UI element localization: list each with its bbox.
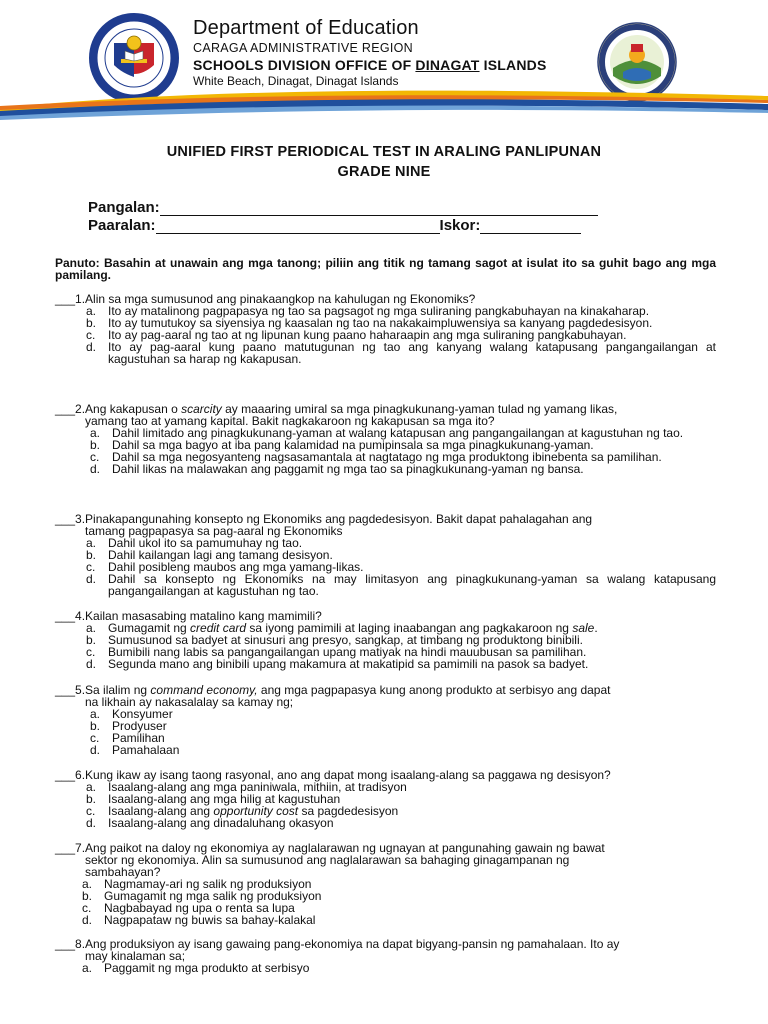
name-label: Pangalan:	[88, 199, 160, 216]
choice-b[interactable]: b. Sumusunod sa badyet at sinusuri ang presyo, sangkap, at timbang ng produktong binibili.	[86, 633, 583, 647]
department-name: Department of Education	[193, 17, 419, 39]
header-swoosh	[0, 86, 768, 122]
choice-list	[55, 537, 716, 597]
name-blank[interactable]	[160, 201, 598, 216]
question-stem-continued: may kinalaman sa;	[85, 949, 186, 963]
question-stem-continued: tamang pagpapasya sa pag-aaral ng Ekonomiks	[85, 524, 343, 538]
letterhead	[0, 0, 768, 120]
choice-d[interactable]: d. Dahil likas na malawakan ang paggamit ng mga tao sa pinagkukunang-yaman ng bansa.	[90, 462, 584, 476]
choice-c[interactable]: c. Pamilihan	[90, 731, 165, 745]
choice-a[interactable]: a. Dahil ukol ito sa pamumuhay ng tao.	[86, 536, 303, 550]
letterhead-text	[193, 17, 547, 88]
question-stem-continued: yamang tao at yamang kapital. Bakit nagkakaroon ng kakapusan sa mga ito?	[85, 414, 495, 428]
question-stem: ___5.Sa ilalim ng command economy, ang mga pagpapasya kung anong produkto at serbisyo ang dapat	[55, 683, 611, 697]
question-4	[55, 610, 716, 670]
school-label: Paaralan:	[88, 217, 156, 234]
choice-a[interactable]: a. Nagmamay-ari ng salik ng produksiyon	[82, 877, 312, 891]
name-field-row	[88, 199, 598, 216]
score-blank[interactable]	[480, 219, 581, 234]
choice-c[interactable]: c. Dahil posibleng maubos ang mga yamang-likas.	[86, 560, 364, 574]
question-6	[55, 769, 716, 829]
choice-d[interactable]: d. Dahil sa konsepto ng Ekonomiks na may limitasyon ang pinagkukunang-yaman sa walang katapusang pangangailangan at kagustuhan ng tao.	[86, 572, 716, 598]
choice-d[interactable]: d. Ito ay pag-aaral kung paano matutugunan ng tao ang kanyang walang katapusang pangangailangan at kagustuhan sa harap ng kakapusan.	[86, 340, 716, 366]
choice-list	[55, 622, 716, 670]
choice-b[interactable]: b. Dahil sa mga bagyo at iba pang kalamidad na pumipinsala sa mga pinagkukunang-yaman.	[90, 438, 594, 452]
choice-list	[55, 962, 716, 974]
question-stem: ___8.Ang produksiyon ay isang gawaing pang-ekonomiya na dapat bigyang-pansin ng pamahalaan. Ito ay	[55, 937, 620, 951]
choice-d[interactable]: d. Nagpapataw ng buwis sa bahay-kalakal	[82, 913, 316, 927]
question-7	[55, 842, 716, 926]
choice-c[interactable]: c. Isaalang-alang ang opportunity cost sa pagdedesisyon	[86, 804, 399, 818]
question-stem: ___7.Ang paikot na daloy ng ekonomiya ay naglalarawan ng ugnayan at pangunahing gawain ng bawat	[55, 841, 605, 855]
question-5	[55, 684, 716, 756]
test-title: UNIFIED FIRST PERIODICAL TEST IN ARALING PANLIPUNAN	[166, 144, 602, 160]
question-3	[55, 513, 716, 597]
choice-a[interactable]: a. Gumagamit ng credit card sa iyong pamimili at laging inaabangan ang pagkakaroon ng sale.	[86, 621, 598, 635]
choice-b[interactable]: b. Dahil kailangan lagi ang tamang desisyon.	[86, 548, 333, 562]
choice-list	[55, 878, 716, 926]
choice-c[interactable]: c. Ito ay pag-aaral ng tao at ng lipunan kung paano haharaapin ang mga suliraning pangkabuhayan.	[86, 328, 627, 342]
question-8	[55, 938, 716, 974]
choice-b[interactable]: b. Isaalang-alang ang mga hilig at kagustuhan	[86, 792, 341, 806]
choice-d[interactable]: d. Pamahalaan	[90, 743, 180, 757]
grade-level: GRADE NINE	[337, 164, 431, 180]
question-stem: ___3.Pinakapangunahing konsepto ng Ekonomiks ang pagdedesisyon. Bakit dapat pahalagahan ang	[55, 512, 593, 526]
question-stem: ___2.Ang kakapusan o scarcity ay maaaring umiral sa mga pinagkukunang-yaman tulad ng yamang likas,	[55, 402, 618, 416]
choice-a[interactable]: a. Ito ay matalinong pagpapasya ng tao sa pagsagot ng mga suliraning pangkabuhayan na kinakaharap.	[86, 304, 650, 318]
choice-list	[55, 427, 716, 475]
office-address: White Beach, Dinagat, Dinagat Islands	[193, 74, 399, 88]
choice-b[interactable]: b. Prodyuser	[90, 719, 167, 733]
question-stem-continued: sambahayan?	[85, 865, 161, 879]
question-stem: ___6.Kung ikaw ay isang taong rasyonal, ano ang dapat mong isaalang-alang sa paggawa ng desisyon?	[55, 768, 611, 782]
choice-c[interactable]: c. Nagbabayad ng upa o renta sa lupa	[82, 901, 295, 915]
school-field-row	[88, 217, 581, 234]
region-name: CARAGA ADMINISTRATIVE REGION	[193, 41, 414, 55]
choice-b[interactable]: b. Ito ay tumutukoy sa siyensiya ng kaasalan ng tao na nakakaimpluwensiya sa kanyang pagdedesisyon.	[86, 316, 653, 330]
choice-list	[55, 708, 716, 756]
question-stem-continued: sektor ng ekonomiya. Alin sa sumusunod ang naglalarawan sa bahaging ginagampanan ng	[85, 853, 570, 867]
school-blank[interactable]	[156, 219, 440, 234]
question-stem-continued: na likhain ay nakasalalay sa kamay ng;	[85, 695, 294, 709]
choice-d[interactable]: d. Isaalang-alang ang dinadaluhang okasyon	[86, 816, 334, 830]
choice-list	[55, 305, 716, 365]
question-1	[55, 293, 716, 365]
choice-c[interactable]: c. Bumibili nang labis sa pangangailangan upang matiyak na hindi mauubusan sa pamilihan.	[86, 645, 587, 659]
choice-list	[55, 781, 716, 829]
question-stem: ___4.Kailan masasabing matalino kang mamimili?	[55, 609, 322, 623]
choice-d[interactable]: d. Segunda mano ang binibili upang makamura at makatipid sa pamimili na pasok sa badyet.	[86, 657, 589, 671]
choice-a[interactable]: a. Isaalang-alang ang mga paniniwala, mithiin, at tradisyon	[86, 780, 407, 794]
choice-c[interactable]: c. Dahil sa mga negosyanteng nagsasamantala at nagtatago ng mga produktong ibinebenta sa pamilihan.	[90, 450, 662, 464]
question-stem: ___1.Alin sa mga sumusunod ang pinakaangkop na kahulugan ng Ekonomiks?	[55, 292, 476, 306]
instructions: Panuto: Basahin at unawain ang mga tanong; piliin ang titik ng tamang sagot at isulat ito sa guhit bago ang mga pamilang.	[55, 256, 716, 282]
choice-b[interactable]: b. Gumagamit ng mga salik ng produksiyon	[82, 889, 322, 903]
division-office: SCHOOLS DIVISION OFFICE OF DINAGAT ISLANDS	[193, 57, 547, 73]
score-label: Iskor:	[439, 217, 481, 234]
choice-a[interactable]: a. Dahil limitado ang pinagkukunang-yaman at walang katapusan ang pangangailangan at kagustuhan ng tao.	[90, 426, 684, 440]
choice-a[interactable]: a. Paggamit ng mga produkto at serbisyo	[82, 961, 310, 975]
choice-a[interactable]: a. Konsyumer	[90, 707, 173, 721]
question-2	[55, 403, 716, 475]
